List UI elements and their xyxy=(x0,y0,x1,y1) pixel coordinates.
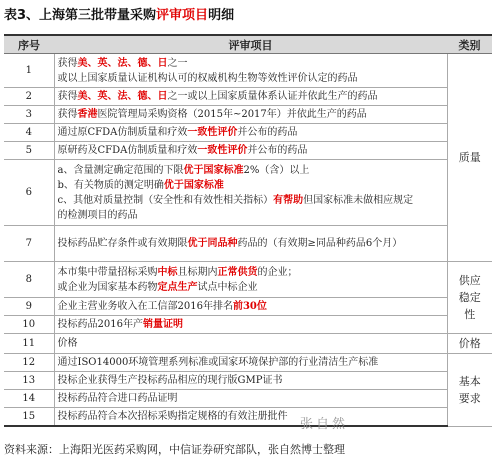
table-row xyxy=(4,88,492,106)
row-number: 9 xyxy=(4,298,54,316)
highlighted-text: 优于国家标准 xyxy=(183,164,244,176)
review-item xyxy=(54,334,447,354)
row-number: 8 xyxy=(4,262,54,298)
row-number: 11 xyxy=(4,334,54,354)
table-title xyxy=(4,4,234,23)
row-number: 3 xyxy=(4,106,54,124)
item-text: 之一或以上国家质量体系认证并依此生产的药品 xyxy=(167,91,378,102)
review-item xyxy=(54,390,447,408)
highlighted-text: 定点生产 xyxy=(157,281,198,293)
header-item: 评审项目 xyxy=(54,35,447,54)
row-number: 6 xyxy=(4,160,54,226)
row-number: 1 xyxy=(4,54,54,88)
category-price: 价格 xyxy=(447,334,492,354)
review-item-line xyxy=(58,71,444,86)
review-item-line xyxy=(58,409,444,424)
review-item-line xyxy=(58,107,444,122)
review-item xyxy=(54,226,447,262)
item-text: 获得 xyxy=(57,57,78,69)
review-item-line xyxy=(58,355,444,370)
item-text: 的检测项目的药品 xyxy=(57,209,138,221)
review-item-line xyxy=(58,89,444,104)
source-note: 资料来源：上海阳光医药采购网，中信证券研究部队，张自然博士整理 xyxy=(4,443,345,456)
review-item xyxy=(54,408,447,427)
category-basic: 基本要求 xyxy=(447,354,492,427)
row-number: 2 xyxy=(4,88,54,106)
review-item xyxy=(54,316,447,334)
item-text: 试点中标企业 xyxy=(197,281,258,293)
review-item xyxy=(54,160,447,226)
review-items-table xyxy=(4,34,492,427)
row-number: 14 xyxy=(4,390,54,408)
review-item xyxy=(54,262,447,298)
highlighted-text: 美、英、法、德、日 xyxy=(77,91,168,102)
review-item-line xyxy=(58,317,444,332)
item-text: 或以上国家质量认证机构认可的权威机构生物等效性评价认定的药品 xyxy=(57,72,358,84)
title-highlight: 评审项目 xyxy=(156,8,209,23)
row-number: 13 xyxy=(4,372,54,390)
review-item-line xyxy=(58,236,444,251)
table-row xyxy=(4,54,492,88)
item-text: 通过原CFDA仿制质量和疗效 xyxy=(57,127,188,138)
item-text: 原研药及CFDA仿制质量和疗效 xyxy=(57,145,198,156)
table-row xyxy=(4,124,492,142)
item-text: 价格 xyxy=(57,338,78,349)
highlighted-text: 香港 xyxy=(77,109,98,120)
review-item-line xyxy=(58,143,444,158)
highlighted-text: 前30位 xyxy=(232,301,267,312)
item-text: b、有关物质的测定明确 xyxy=(57,179,164,191)
review-item-line xyxy=(58,280,444,295)
item-text: 医院管理局采购资格（2015年~2017年）并依此生产的药品 xyxy=(97,109,367,120)
row-number: 15 xyxy=(4,408,54,427)
highlighted-text: 中标 xyxy=(157,266,178,278)
table-row xyxy=(4,372,492,390)
review-item-line xyxy=(58,178,444,193)
item-text: 投标药品符合进口药品证明 xyxy=(57,393,178,404)
item-text: 投标企业获得生产投标药品相应的现行版GMP证书 xyxy=(57,375,283,386)
category-supply: 供应稳定性 xyxy=(447,262,492,334)
review-item-line xyxy=(58,391,444,406)
review-item-line xyxy=(58,336,444,351)
item-text: 且标期内 xyxy=(177,266,218,278)
item-text: 本市集中带量招标采购 xyxy=(57,266,158,278)
item-text: 药品的（有效期≥同品种药品6个月） xyxy=(237,238,403,249)
highlighted-text: 优于国家标准 xyxy=(163,179,224,191)
row-number: 7 xyxy=(4,226,54,262)
item-text: 投标药品贮存条件或有效期限 xyxy=(57,238,188,249)
table-row xyxy=(4,142,492,160)
highlighted-text: 一致性评价 xyxy=(197,145,248,156)
review-item-line xyxy=(58,125,444,140)
item-text: 2%（含）以上 xyxy=(243,164,310,176)
highlighted-text: 有帮助 xyxy=(273,194,304,206)
table-row xyxy=(4,106,492,124)
review-item-line xyxy=(58,299,444,314)
review-item xyxy=(54,88,447,106)
review-item xyxy=(54,142,447,160)
review-item-line xyxy=(58,163,444,178)
review-item-line xyxy=(58,56,444,71)
header-category: 类别 xyxy=(447,35,492,54)
watermark: 张自然 xyxy=(300,417,349,432)
table-row xyxy=(4,160,492,226)
row-number: 5 xyxy=(4,142,54,160)
item-text: 的企业； xyxy=(257,266,298,278)
review-item xyxy=(54,354,447,372)
title-suffix: 明细 xyxy=(208,8,235,23)
highlighted-text: 正常供货 xyxy=(217,266,258,278)
review-item xyxy=(54,124,447,142)
row-number: 12 xyxy=(4,354,54,372)
table-row xyxy=(4,408,492,427)
review-item xyxy=(54,372,447,390)
item-text: 或企业为国家基本药物 xyxy=(57,281,158,293)
row-number: 10 xyxy=(4,316,54,334)
table-header-row xyxy=(4,35,492,54)
review-item xyxy=(54,298,447,316)
highlighted-text: 优于同品种 xyxy=(187,238,238,249)
review-item xyxy=(54,54,447,88)
item-text: 但国家标准未做相应规定 xyxy=(303,194,414,206)
item-text: 并公布的药品 xyxy=(237,127,298,138)
header-no: 序号 xyxy=(4,35,54,54)
review-item-line xyxy=(58,208,444,223)
item-text: a、含量测定确定范围的下限 xyxy=(57,164,184,176)
item-text: 企业主营业务收入在工信部2016年排名 xyxy=(57,301,233,312)
highlighted-text: 一致性评价 xyxy=(187,127,238,138)
item-text: c、其他对质量控制（安全性和有效性相关指标） xyxy=(57,194,274,206)
review-item-line xyxy=(58,193,444,208)
table-row xyxy=(4,316,492,334)
table-row xyxy=(4,354,492,372)
highlighted-text: 美、英、法、德、日 xyxy=(77,57,168,69)
item-text: 获得 xyxy=(57,109,78,120)
table-row xyxy=(4,390,492,408)
item-text: 投标药品2016年产 xyxy=(57,319,143,330)
row-number: 4 xyxy=(4,124,54,142)
item-text: 并公布的药品 xyxy=(247,145,308,156)
review-item xyxy=(54,106,447,124)
table-row xyxy=(4,262,492,298)
review-item-line xyxy=(58,373,444,388)
table-row xyxy=(4,334,492,354)
item-text: 通过ISO14000环境管理系列标准或国家环境保护部的行业清洁生产标准 xyxy=(57,357,379,368)
item-text: 之一 xyxy=(167,57,188,69)
table-row xyxy=(4,226,492,262)
table-body xyxy=(4,54,492,427)
item-text: 投标药品符合本次招标采购指定规格的有效注册批件 xyxy=(57,411,288,422)
title-prefix: 表3、上海第三批带量采购 xyxy=(4,8,157,23)
category-quality: 质量 xyxy=(447,54,492,262)
review-item-line xyxy=(58,265,444,280)
table-row xyxy=(4,298,492,316)
highlighted-text: 销量证明 xyxy=(142,319,183,330)
item-text: 获得 xyxy=(57,91,78,102)
